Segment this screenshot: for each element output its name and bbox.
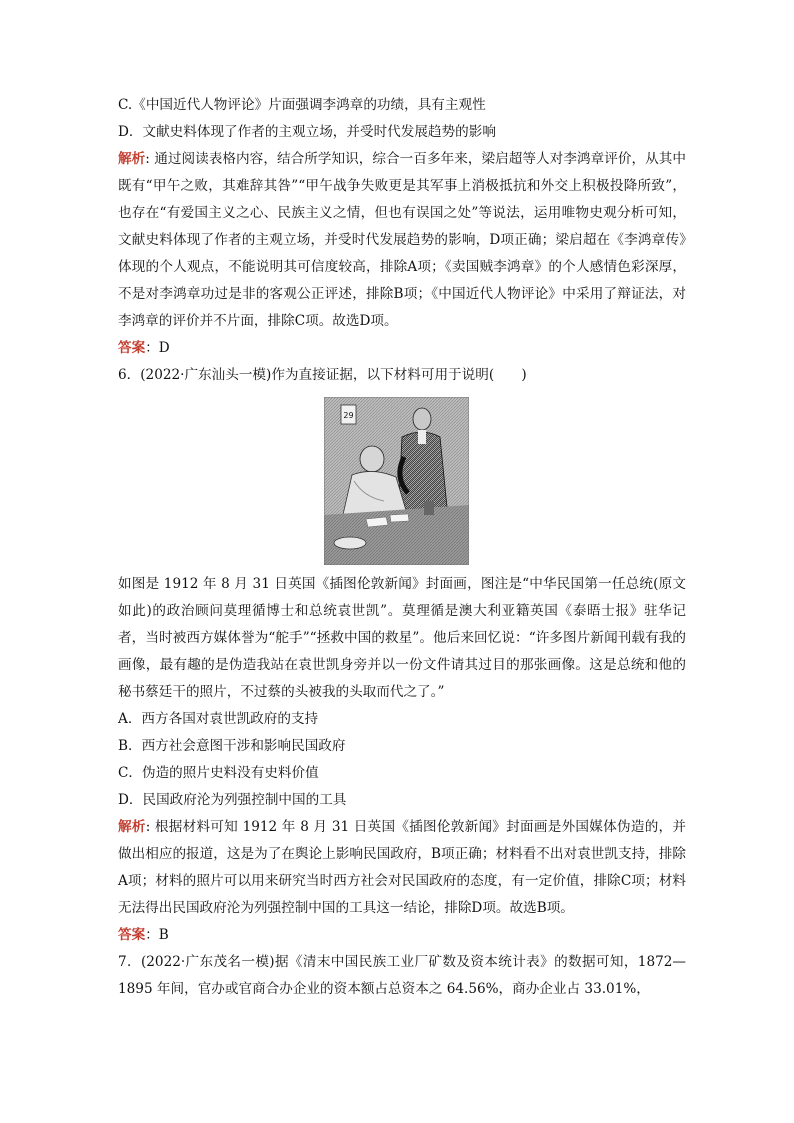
q6-answer-label: 答案: [118, 927, 146, 943]
q6-option-d: D．民国政府沦为列强控制中国的工具: [118, 792, 347, 808]
q6-analysis: [118, 814, 686, 922]
lamp-base: [424, 501, 434, 515]
q6-figure-illustration: [324, 397, 469, 565]
inkstand: [334, 537, 366, 549]
calendar-date: 29: [343, 411, 354, 420]
illustration-engraving: [324, 397, 469, 565]
standing-man-head: [413, 408, 431, 430]
q5-answer-label: 答案: [118, 340, 146, 356]
seated-man-head: [360, 446, 384, 472]
q5-analysis-label: 解析: [118, 151, 146, 167]
q6-answer-text: ：B: [145, 927, 169, 943]
q5-analysis-text: : 通过阅读表格内容，结合所学知识，综合一百多年来，梁启超等人对李鸿章评价，从其中既有“甲午之败，其难辞其咎”“甲午战争失败更是其军事上消极抵抗和外交上积极投降所致”，也存在“有爱国主义之心、民族主义之情，但也有误国之处”等说法，运用唯物史观分析可知，文献史料体现了作者的主观立场，并受时代发展趋势的影响，D项正确；梁启超在《李鸿章传》体现的个人观点，不能说明其可信度较高，排除A项；《卖国贼李鸿章》的个人感情色彩深厚，不是对李鸿章功过是非的客观公正评述，排除B项；《中国近代人物评论》中采用了辩证法，对李鸿章的评价并不片面，排除C项。故选D项。: [118, 151, 687, 329]
document-paper-2: [390, 514, 409, 522]
shirt-collar: [418, 430, 426, 444]
q6-option-b: B．西方社会意图干涉和影响民国政府: [118, 738, 346, 754]
q6-material: 如图是 1912 年 8 月 31 日英国《插图伦敦新闻》封面画，图注是“中华民国第一任总统(原文如此)的政治顾问莫理循博士和总统袁世凯”。莫理循是澳大利亚籍英国《泰晤士报》驻华记者，当时被西方媒体誉为“舵手”“拯救中国的救星”。他后来回忆说：“许多图片新闻刊载有我的画像，最有趣的是伪造我站在袁世凯身旁并以一份文件请其过目的那张画像。这是总统和他的秘书蔡廷干的照片，不过蔡的头被我的头取而代之了。”: [118, 576, 686, 700]
q6-option-c: C．伪造的照片史料没有史料价值: [118, 765, 319, 781]
q5-answer-text: ：D: [145, 340, 170, 356]
q6-answer: [118, 922, 686, 949]
q5-option-c: C.《中国近代人物评论》片面强调李鸿章的功绩，具有主观性: [118, 97, 486, 113]
q6-stem: 6．(2022·广东汕头一模)作为直接证据，以下材料可用于说明( ): [118, 367, 527, 383]
standing-man-coat: [398, 432, 448, 517]
q5-answer: [118, 335, 686, 362]
q5-analysis: [118, 146, 686, 335]
q6-analysis-label: 解析: [118, 819, 146, 835]
q7-stem: 7．(2022·广东茂名一模)据《清末中国民族工业厂矿数及资本统计表》的数据可知，1872—1895 年间，官办或官商合办企业的资本额占总资本之 64.56%，商办企业占 33.01%，: [118, 954, 686, 997]
q5-option-d: D．文献史料体现了作者的主观立场，并受时代发展趋势的影响: [118, 124, 496, 140]
document-content: [118, 92, 686, 1003]
q6-analysis-text: : 根据材料可知 1912 年 8 月 31 日英国《插图伦敦新闻》封面画是外国媒体伪造的，并做出相应的报道，这是为了在舆论上影响民国政府，B项正确；材料看不出对袁世凯支持，排除A项；材料的照片可以用来研究当时西方社会对民国政府的态度，有一定价值，排除C项；材料无法得出民国政府沦为列强控制中国的工具这一结论，排除D项。故选B项。: [118, 819, 687, 916]
q6-option-a: A．西方各国对袁世凯政府的支持: [118, 711, 319, 727]
document-paper: [366, 517, 388, 527]
